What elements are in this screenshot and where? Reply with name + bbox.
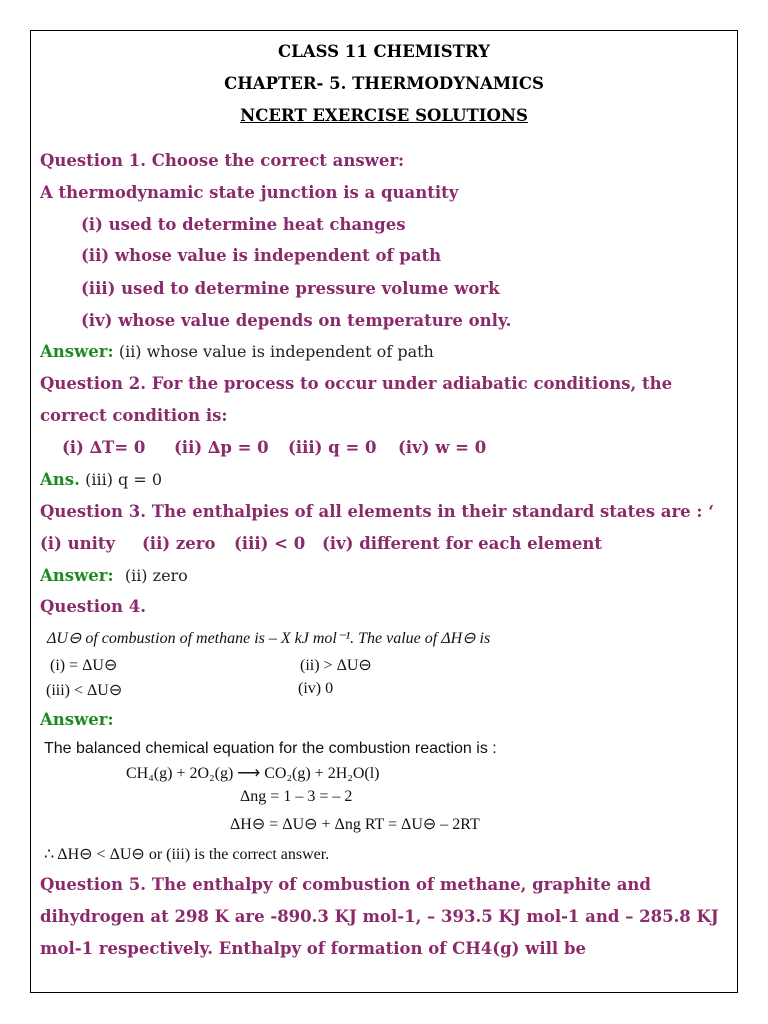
q3-answer-text: (ii) zero xyxy=(124,566,188,585)
q1-option-2: (ii) whose value is independent of path xyxy=(81,246,442,265)
q2-title-line1: Question 2. For the process to occur under adiabatic conditions, the xyxy=(40,374,673,393)
q4-scan-opt-2: (ii) > ΔU⊖ xyxy=(300,657,372,674)
q4-scan-opt-3: (iii) < ΔU⊖ xyxy=(46,682,123,699)
q5-line1: Question 5. The enthalpy of combustion of methane, graphite and xyxy=(40,875,651,894)
q4-solution-eq3: ΔH⊖ = ΔU⊖ + Δng RT = ΔU⊖ – 2RT xyxy=(230,816,480,833)
q4-answer-label: Answer: xyxy=(40,710,114,729)
q3-title: Question 3. The enthalpies of all elements in their standard states are : ‘ xyxy=(40,502,714,521)
q2-option-1: (i) ∆T= 0 xyxy=(62,438,146,457)
q3-answer-label: Answer: xyxy=(40,566,114,585)
q4-solution-eq1: CH₄(g) + 2O₂(g) ⟶ CO₂(g) + 2H₂O(l) xyxy=(126,765,380,782)
q1-option-3: (iii) used to determine pressure volume work xyxy=(81,279,500,298)
q2-answer xyxy=(40,470,162,490)
class-title: CLASS 11 CHEMISTRY xyxy=(278,42,490,61)
q4-title: Question 4. xyxy=(40,597,147,616)
q4-solution-intro: The balanced chemical equation for the combustion reaction is : xyxy=(44,740,497,757)
q1-option-4: (iv) whose value depends on temperature only. xyxy=(81,311,512,330)
q3-option-3: (iii) < 0 xyxy=(234,534,306,553)
q4-scan-opt-1: (i) = ΔU⊖ xyxy=(50,657,118,674)
chapter-title: CHAPTER- 5. THERMODYNAMICS xyxy=(224,74,544,93)
q4-answer xyxy=(40,710,114,730)
q1-answer-text: (ii) whose value is independent of path xyxy=(118,342,434,361)
q4-scan-stem: ΔU⊖ of combustion of methane is – X kJ mol⁻¹. The value of ΔH⊖ is xyxy=(47,630,491,647)
q1-option-1: (i) used to determine heat changes xyxy=(81,215,406,234)
q2-answer-label: Ans. xyxy=(40,470,80,489)
q2-option-3: (iii) q = 0 xyxy=(288,438,377,457)
q2-option-2: (ii) ∆p = 0 xyxy=(174,438,269,457)
q2-option-4: (iv) w = 0 xyxy=(398,438,487,457)
section-title-text: NCERT EXERCISE SOLUTIONS xyxy=(240,106,528,125)
q2-title-line2: correct condition is: xyxy=(40,406,228,425)
q4-scan-opt-4: (iv) 0 xyxy=(298,680,334,697)
q4-solution-conclusion: ∴ ΔH⊖ < ΔU⊖ or (iii) is the correct answer. xyxy=(44,846,330,863)
q3-option-2: (ii) zero xyxy=(142,534,216,553)
q3-option-1: (i) unity xyxy=(40,534,116,553)
q5-line2: dihydrogen at 298 K are -890.3 KJ mol-1, – 393.5 KJ mol-1 and – 285.8 KJ xyxy=(40,907,719,926)
q1-stem: A thermodynamic state junction is a quantity xyxy=(40,183,459,202)
q5-line3: mol-1 respectively. Enthalpy of formation of CH4(g) will be xyxy=(40,939,586,958)
q3-answer xyxy=(40,566,188,586)
q1-answer xyxy=(40,342,434,362)
q3-option-4: (iv) different for each element xyxy=(322,534,602,553)
q1-answer-label: Answer: xyxy=(40,342,114,361)
q2-answer-text: (iii) q = 0 xyxy=(85,470,163,489)
q1-title: Question 1. Choose the correct answer: xyxy=(40,151,405,170)
q4-solution-eq2: Δng = 1 – 3 = – 2 xyxy=(240,788,353,805)
section-title xyxy=(0,106,768,126)
